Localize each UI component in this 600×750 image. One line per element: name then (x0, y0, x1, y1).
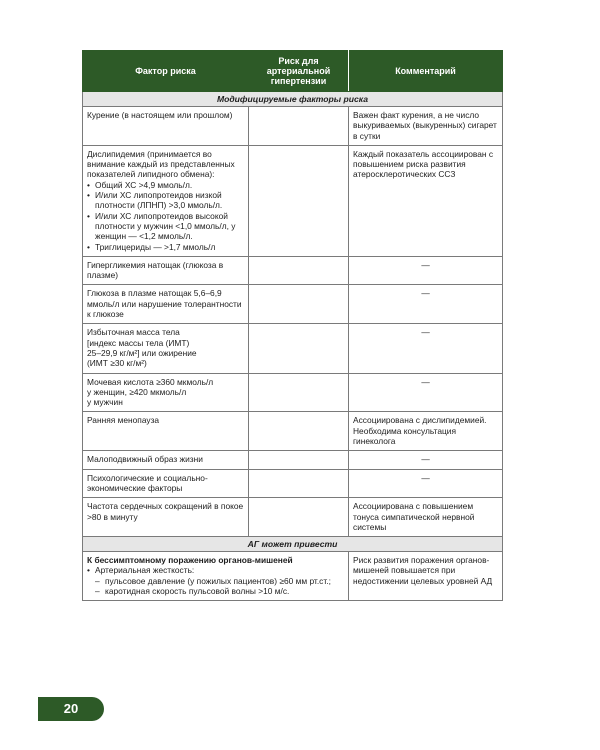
factor-line: 25–29,9 кг/м²] или ожирение (87, 347, 197, 358)
table-row (83, 412, 503, 451)
risk-cell (249, 469, 349, 498)
table-row (83, 498, 503, 537)
risk-cell (249, 256, 349, 285)
list-item-label: Артериальная жесткость: (95, 565, 195, 576)
section-title: АГ может привести (83, 537, 503, 552)
factor-cell: Малоподвижный образ жизни (83, 451, 249, 469)
factor-text: Дислипидемия (принимается во внимание каждый из представленных показателей липидного обмена): (87, 148, 235, 180)
factor-line: у женщин, ≥420 мкмоль/л (87, 386, 187, 397)
header-comment: Комментарий (349, 51, 503, 92)
risk-cell (249, 373, 349, 412)
factor-cell: Ранняя менопауза (83, 412, 249, 451)
bullet-list (87, 565, 344, 596)
table-row (83, 107, 503, 146)
comment-cell: — (349, 285, 503, 324)
dash-item: – каротидная скорость пульсовой волны >10 м/с. (95, 586, 344, 596)
comment-cell: — (349, 373, 503, 412)
factor-line: Мочевая кислота ≥360 мкмоль/л (87, 376, 214, 387)
table-row (83, 373, 503, 412)
comment-cell: — (349, 324, 503, 373)
comment-cell: — (349, 256, 503, 285)
factor-cell (83, 552, 349, 601)
list-item: • И/или ХС липопротеидов низкой плотности (ЛПНП) >3,0 ммоль/л. (87, 190, 244, 211)
table-row (83, 469, 503, 498)
table-row (83, 451, 503, 469)
comment-cell: — (349, 469, 503, 498)
risk-cell (249, 324, 349, 373)
page (82, 50, 502, 601)
list-item: • Триглицериды — >1,7 ммоль/л (87, 242, 244, 252)
page-number: 20 (38, 697, 104, 721)
section-row (83, 537, 503, 552)
dash-list (95, 576, 344, 597)
comment-cell: Каждый показатель ассоциирован с повышением риска развития атеросклеротических ССЗ (349, 145, 503, 256)
factor-cell: Глюкоза в плазме натощак 5,6–6,9 ммоль/л или нарушение толерантности к глюкозе (83, 285, 249, 324)
table-header-row (83, 51, 503, 92)
comment-cell: Важен факт курения, а не число выкуриваемых (выкуренных) сигарет в сутки (349, 107, 503, 146)
row-title: К бессимптомному поражению органов-мишеней (87, 555, 293, 566)
risk-cell (249, 107, 349, 146)
comment-cell: Ассоциирована с дислипидемией. Необходима консультация гинеколога (349, 412, 503, 451)
header-risk-factor: Фактор риска (83, 51, 249, 92)
factor-cell: Гипергликемия натощак (глюкоза в плазме) (83, 256, 249, 285)
factor-cell: Частота сердечных сокращений в покое >80 в минуту (83, 498, 249, 537)
factor-line: Избыточная масса тела (87, 327, 180, 338)
factor-cell (83, 324, 249, 373)
bullet-list (87, 180, 244, 252)
risk-cell (249, 451, 349, 469)
risk-cell (249, 412, 349, 451)
section-title: Модифицируемые факторы риска (83, 92, 503, 107)
factor-cell: Психологические и социально-экономические факторы (83, 469, 249, 498)
table-row (83, 324, 503, 373)
factor-line: [индекс массы тела (ИМТ) (87, 337, 190, 348)
risk-cell (249, 285, 349, 324)
factor-line: (ИМТ ≥30 кг/м²) (87, 358, 147, 369)
header-hypertension-risk: Риск для артериальной гипертензии (249, 51, 349, 92)
factor-cell: Курение (в настоящем или прошлом) (83, 107, 249, 146)
risk-cell (249, 498, 349, 537)
section-row (83, 92, 503, 107)
table-row (83, 285, 503, 324)
factor-cell (83, 373, 249, 412)
comment-cell: Риск развития поражения органов-мишеней повышается при недостижении целевых уровней АД (349, 552, 503, 601)
factor-cell (83, 145, 249, 256)
table-row (83, 552, 503, 601)
comment-cell: Ассоциирована с повышением тонуса симпатической нервной системы (349, 498, 503, 537)
list-item (87, 565, 344, 596)
risk-factors-table (82, 50, 503, 601)
list-item: • Общий ХС >4,9 ммоль/л. (87, 180, 244, 190)
table-row (83, 145, 503, 256)
comment-cell: — (349, 451, 503, 469)
dash-item: – пульсовое давление (у пожилых пациентов) ≥60 мм рт.ст.; (95, 576, 344, 586)
list-item: • И/или ХС липопротеидов высокой плотности у мужчин <1,0 ммоль/л, у женщин — <1,2 ммоль/л. (87, 211, 244, 242)
factor-line: у мужчин (87, 397, 123, 408)
risk-cell (249, 145, 349, 256)
table-row (83, 256, 503, 285)
